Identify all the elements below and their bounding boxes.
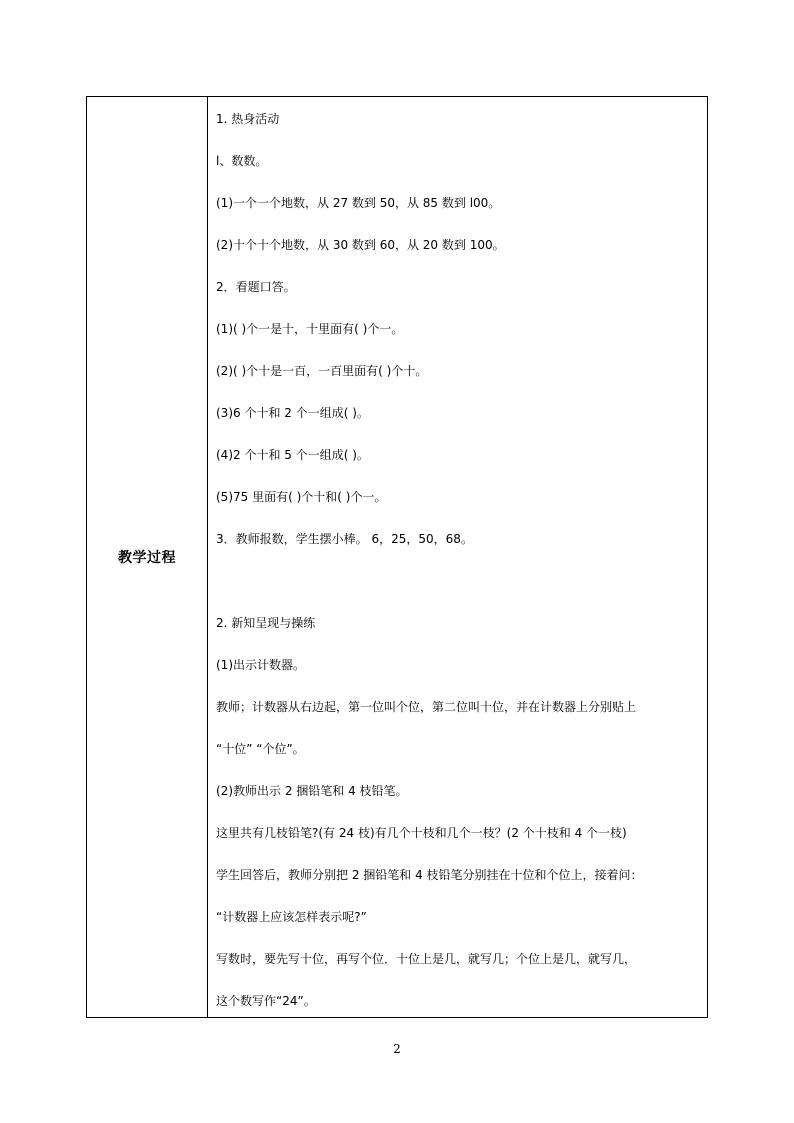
heading-new-knowledge: 2. 新知呈现与操练: [216, 616, 316, 630]
writing-rule: 写数时，要先写十位，再写个位．十位上是几，就写几；个位上是几，就写几，: [216, 952, 637, 966]
teacher-instruction: 教师；计数器从右边起，第一位叫个位，第二位叫十位，并在计数器上分别贴上: [216, 700, 637, 714]
oral-question-1: (1)( )个一是十，十里面有( )个一。: [216, 322, 404, 336]
page-number: 2: [393, 1042, 401, 1056]
pencils-question: 这里共有几枝铅笔?(有 24 枝)有几个十枝和几个一枝？(2 个十枝和 4 个一枝): [216, 826, 627, 840]
oral-question-2: (2)( )个十是一百，一百里面有( )个十。: [216, 364, 428, 378]
writing-result: 这个数写作“24”。: [216, 994, 316, 1008]
content-cell: [216, 97, 704, 1017]
section-label-cell: [87, 97, 207, 1017]
abacus-question: “计数器上应该怎样表示呢?”: [216, 910, 367, 924]
oral-question-5: (5)75 里面有( )个十和( )个一。: [216, 490, 387, 504]
counting-item-2: (2)十个十个地数，从 30 数到 60，从 20 数到 100。: [216, 238, 505, 252]
subheading-counting: l、数数。: [216, 154, 268, 168]
subheading-oral-answer: 2．看题口答。: [216, 280, 296, 294]
oral-question-3: (3)6 个十和 2 个一组成( )。: [216, 406, 369, 420]
column-divider: [207, 97, 208, 1017]
section-label: 教学过程: [118, 550, 176, 566]
abacus-step-1: (1)出示计数器。: [216, 658, 305, 672]
subheading-sticks: 3．教师报数，学生摆小棒。 6，25，50，68。: [216, 532, 473, 546]
after-answer-text: 学生回答后，教师分别把 2 捆铅笔和 4 枝铅笔分别挂在十位和个位上，接着问：: [216, 868, 643, 882]
pencils-step-2: (2)教师出示 2 捆铅笔和 4 枝铅笔。: [216, 784, 408, 798]
lesson-table: [86, 96, 708, 1018]
teacher-instruction-cont: “十位” “个位”。: [216, 742, 305, 756]
heading-warmup: 1. 热身活动: [216, 112, 280, 126]
oral-question-4: (4)2 个十和 5 个一组成( )。: [216, 448, 369, 462]
counting-item-1: (1)一个一个地数，从 27 数到 50，从 85 数到 l00。: [216, 196, 501, 210]
